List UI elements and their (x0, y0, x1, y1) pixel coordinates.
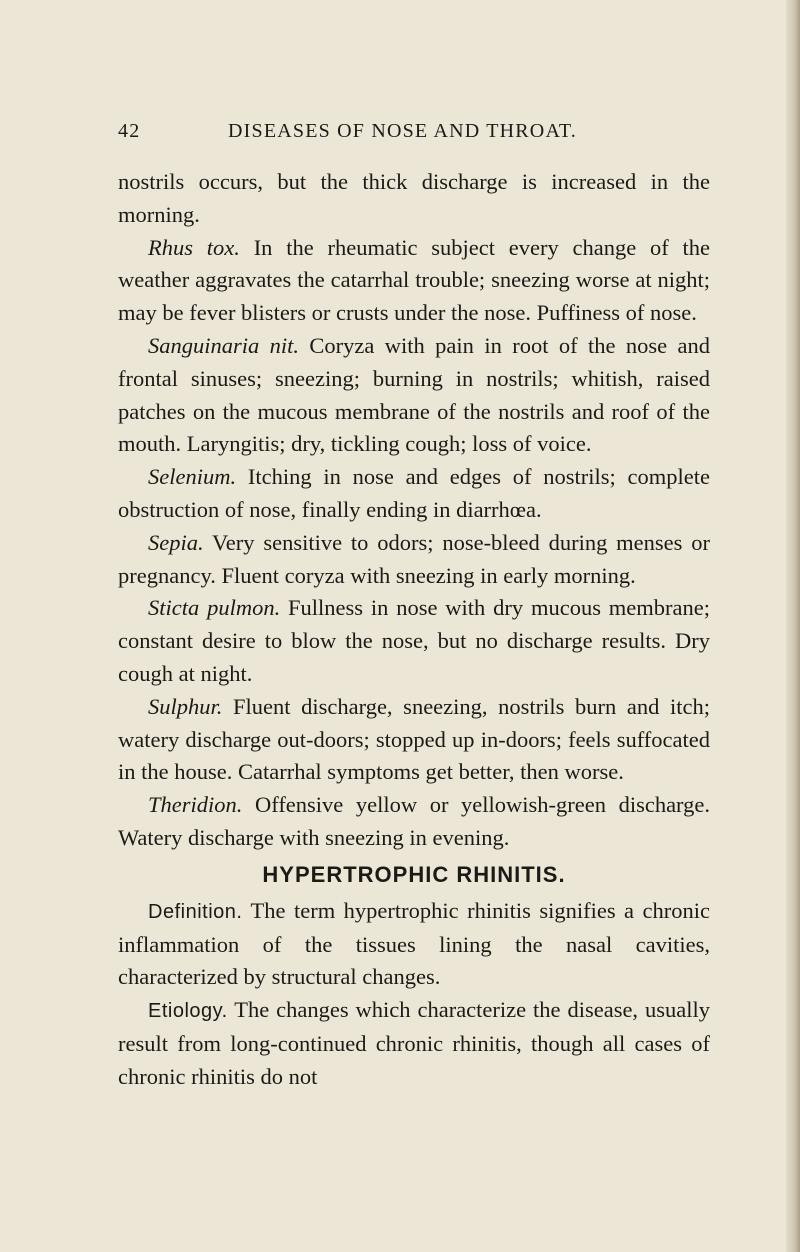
running-title: DISEASES OF NOSE AND THROAT. (228, 120, 578, 142)
page-edge (786, 0, 800, 1252)
definition-text: The term hypertrophic rhinitis signifies a chronic inflammation of the tissues lining the nasal cavities, characterized by structural changes. (118, 897, 710, 990)
remedy-name: Theridion. (148, 792, 243, 818)
definition-paragraph (118, 895, 710, 994)
remedy-paragraph-sticta (118, 592, 710, 690)
etiology-paragraph (118, 994, 710, 1093)
continuation-paragraph: nostrils occurs, but the thick discharge is increased in the morning. (118, 169, 710, 227)
etiology-text: The changes which characterize the disease, usually result from long-continued chronic rhinitis, though all cases of chronic rhinitis do not (118, 997, 710, 1089)
remedy-name: Rhus tox. (148, 234, 240, 260)
etiology-term: Etiology. (148, 1000, 228, 1023)
remedy-name: Sulphur. (148, 693, 223, 719)
remedy-text: Coryza with pain in root of the nose and frontal sinuses; sneezing; burning in nostrils; whitish, raised patches on the mucous membrane of the nostrils and roof of the mouth. Laryngitis; dry, tickling cough; loss of voice. (118, 332, 710, 457)
remedy-name: Sanguinaria nit. (148, 332, 300, 358)
page-number: 42 (118, 120, 141, 142)
remedy-paragraph-rhus-tox (118, 232, 710, 330)
remedy-name: Selenium. (148, 464, 237, 490)
remedy-text: Fullness in nose with dry mucous membrane; constant desire to blow the nose, but no discharge results. Dry cough at night. (118, 595, 710, 686)
remedy-paragraph-sepia (118, 527, 710, 593)
section-heading: HYPERTROPHIC RHINITIS. (262, 861, 566, 887)
remedy-paragraph-sanguinaria (118, 330, 710, 461)
remedy-text: Very sensitive to odors; nose-bleed during menses or pregnancy. Fluent coryza with sneezing in early morning. (118, 529, 710, 588)
remedy-name: Sticta pulmon. (148, 595, 281, 621)
remedy-paragraph-theridion (118, 789, 710, 855)
remedy-text: Fluent discharge, sneezing, nostrils burn and itch; watery discharge out-doors; stopped up in-doors; feels suffocated in the house. Catarrhal symptoms get better, then worse. (118, 693, 710, 785)
remedy-text: Offensive yellow or yellowish-green discharge. Watery discharge with sneezing in evening. (118, 792, 710, 850)
remedy-paragraph-selenium (118, 461, 710, 527)
remedy-paragraph-sulphur (118, 691, 710, 789)
definition-term: Definition. (148, 900, 243, 923)
remedy-text: In the rheumatic subject every change of the weather aggravates the catarrhal trouble; sneezing worse at night; may be fever blisters or crusts under the nose. Puffiness of nose. (118, 234, 710, 326)
remedy-text: Itching in nose and edges of nostrils; complete obstruction of nose, finally ending in diarrhœa. (118, 464, 710, 522)
remedy-name: Sepia. (148, 529, 204, 555)
page-header (118, 116, 718, 148)
page-body (118, 166, 710, 1094)
